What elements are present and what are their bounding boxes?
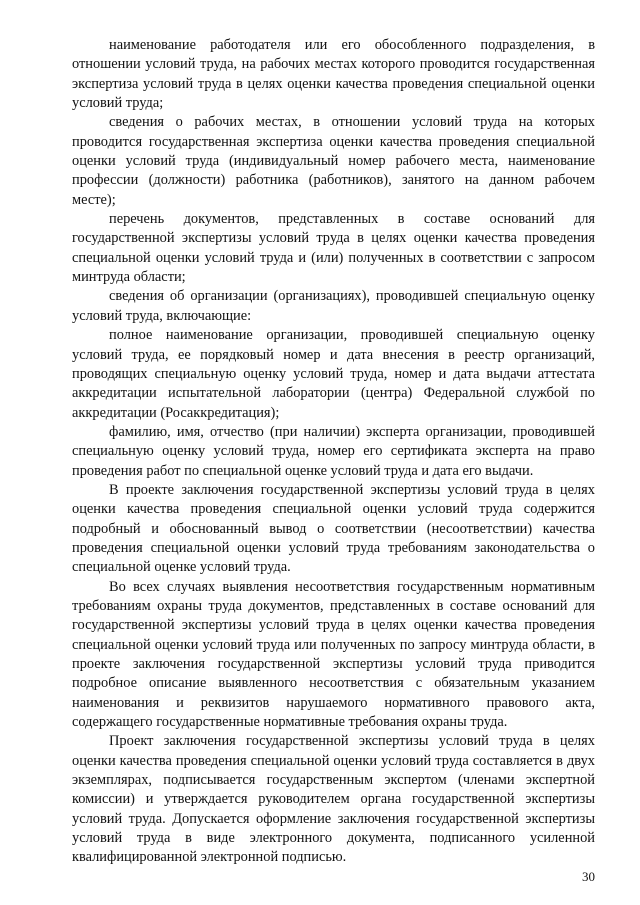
paragraph-conclusion-draft: Проект заключения государственной экспертизы условий труда в целях оценки качества проведения специальной оценки условий труда составляется в двух экземплярах, подписывается государственным экспертом (членами экспертной комиссии) и утверждается руководителем органа государственной экспертизы условий труда. Допускается оформление заключения государственной экспертизы условий труда в виде электронного документа, подписанного усиленной квалифицированной электронной подписью.: [72, 733, 595, 866]
paragraph-workplaces-info: сведения о рабочих местах, в отношении условий труда на которых проводится государственная экспертиза оценки качества проведения специальной оценки условий труда (индивидуальный номер рабочего места, наименование профессии (должности) работника (работников), занятого на данном рабочем месте);: [72, 114, 595, 208]
paragraph-organization-info: сведения об организации (организациях), проводившей специальную оценку условий труда, включающие:: [72, 288, 595, 324]
paragraph-employer-name: наименование работодателя или его обособленного подразделения, в отношении условий труда, на рабочих местах которого проводится государственная экспертиза условий труда в целях оценки качества проведения специальной оценки условий труда;: [72, 37, 595, 112]
page-number: 30: [582, 869, 595, 884]
paragraph-nonconformity-cases: Во всех случаях выявления несоответствия государственным нормативным требованиям охраны труда документов, представленных в составе оснований для государственной экспертизы условий труда в целях оценки качества проведения специальной оценки условий труда или полученных по запросу минтруда области, в проекте заключения государственной экспертизы условий труда приводится подробное описание выявленного несоответствия с обязательным указанием наименования и реквизитов нарушаемого нормативного правового акта, содержащего государственные нормативные требования охраны труда.: [72, 578, 595, 731]
paragraph-expert-name: фамилию, имя, отчество (при наличии) эксперта организации, проводившей специальную оценку условий труда, номер его сертификата эксперта на право проведения работ по специальной оценке условий труда и дата его выдачи.: [72, 423, 595, 479]
paragraph-documents-list: перечень документов, представленных в составе оснований для государственной экспертизы условий труда в целях оценки качества проведения специальной оценки условий труда и (или) полученных в соответствии с запросом минтруда области;: [72, 211, 595, 286]
paragraph-conclusion-content: В проекте заключения государственной экспертизы условий труда в целях оценки качества проведения специальной оценки условий труда содержится подробный и обоснованный вывод о соответствии (несоответствии) качества проведения специальной оценки условий труда требованиям законодательства о специальной оценке условий труда.: [72, 481, 595, 576]
document-body: [72, 36, 595, 868]
paragraph-organization-full-name: полное наименование организации, проводившей специальную оценку условий труда, ее порядковый номер и дата внесения в реестр организаций, проводящих специальную оценку условий труда, номер и дата выдачи аттестата аккредитации испытательной лаборатории (центра) Федеральной службой по аккредитации (Росаккредитация);: [72, 327, 595, 421]
